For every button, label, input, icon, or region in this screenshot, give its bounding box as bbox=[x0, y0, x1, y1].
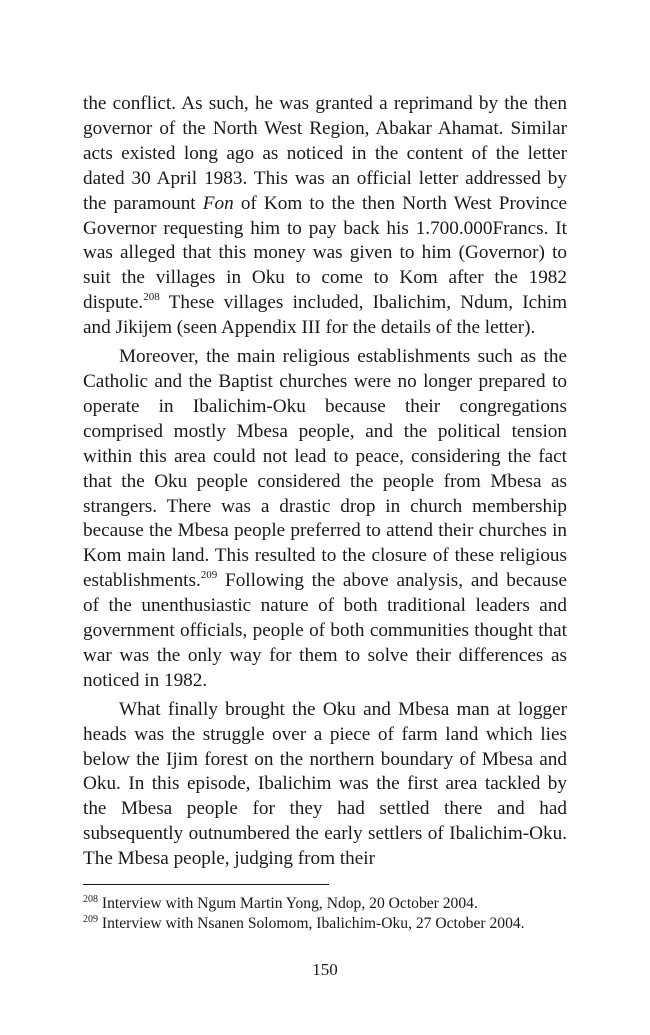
footnote-text: Interview with Nsanen Solomom, Ibalichim-Oku, 27 October 2004. bbox=[98, 914, 525, 932]
paragraph-1 bbox=[83, 92, 567, 341]
text-segment: of Kom to the then North West Province Governor requesting him to pay back his 1.700.000Francs. It was alleged that this money was given to him (Governor) to suit the villages in Oku to come to Kom after the 1982 dispute. bbox=[83, 192, 567, 314]
footnote-number: 209 bbox=[83, 913, 98, 925]
text-segment: the conflict. As such, he was granted a reprimand by the then governor of the North West Region, Abakar Ahamat. Similar acts existed long ago as noticed in the content of the letter dated 30 April 1983. This was an official letter addressed by the paramount bbox=[83, 93, 567, 214]
italic-term-fon: Fon bbox=[202, 192, 234, 214]
footnote-209 bbox=[83, 914, 573, 934]
footnote-text: Interview with Ngum Martin Yong, Ndop, 20 October 2004. bbox=[98, 895, 478, 912]
footnote-divider bbox=[83, 884, 329, 885]
footnote-number: 208 bbox=[83, 894, 98, 905]
page-number: 150 bbox=[312, 960, 338, 979]
text-segment: Moreover, the main religious establishments such as the Catholic and the Baptist churches were no longer prepared to operate in Ibalichim-Oku because their congregations comprised mostly Mbesa people, and the political tension within this area could not lead to peace, considering the fact that the Oku people considered the people from Mbesa as strangers. There was a drastic drop in church membership because the Mbesa people preferred to attend their churches in Kom main land. This resulted to the closure of these religious establishments. bbox=[83, 346, 567, 592]
text-segment: What finally brought the Oku and Mbesa man at logger heads was the struggle over a piece of farm land which lies below the Ijim forest on the northern boundary of Mbesa and Oku. In this episode, Ibalichim was the first area tackled by the Mbesa people for they had settled there and had subsequently outnumbered the early settlers of Ibalichim-Oku. The Mbesa people, judging from their bbox=[83, 698, 567, 870]
footnote-ref-209: 209 bbox=[200, 569, 218, 582]
text-segment: These villages included, Ibalichim, Ndum, Ichim and Jikijem (seen Appendix III for the details of the letter). bbox=[83, 292, 567, 339]
footnote-208 bbox=[83, 894, 573, 914]
paragraph-2 bbox=[83, 345, 567, 694]
footnotes bbox=[83, 894, 573, 933]
text-segment: Following the above analysis, and because of the unenthusiastic nature of both traditional leaders and government officials, people of both communities thought that war was the only way for them to solve their differences as noticed in 1982. bbox=[83, 570, 567, 691]
body-text bbox=[83, 92, 567, 872]
footnote-ref-208: 208 bbox=[143, 291, 160, 304]
paragraph-3 bbox=[83, 698, 567, 872]
